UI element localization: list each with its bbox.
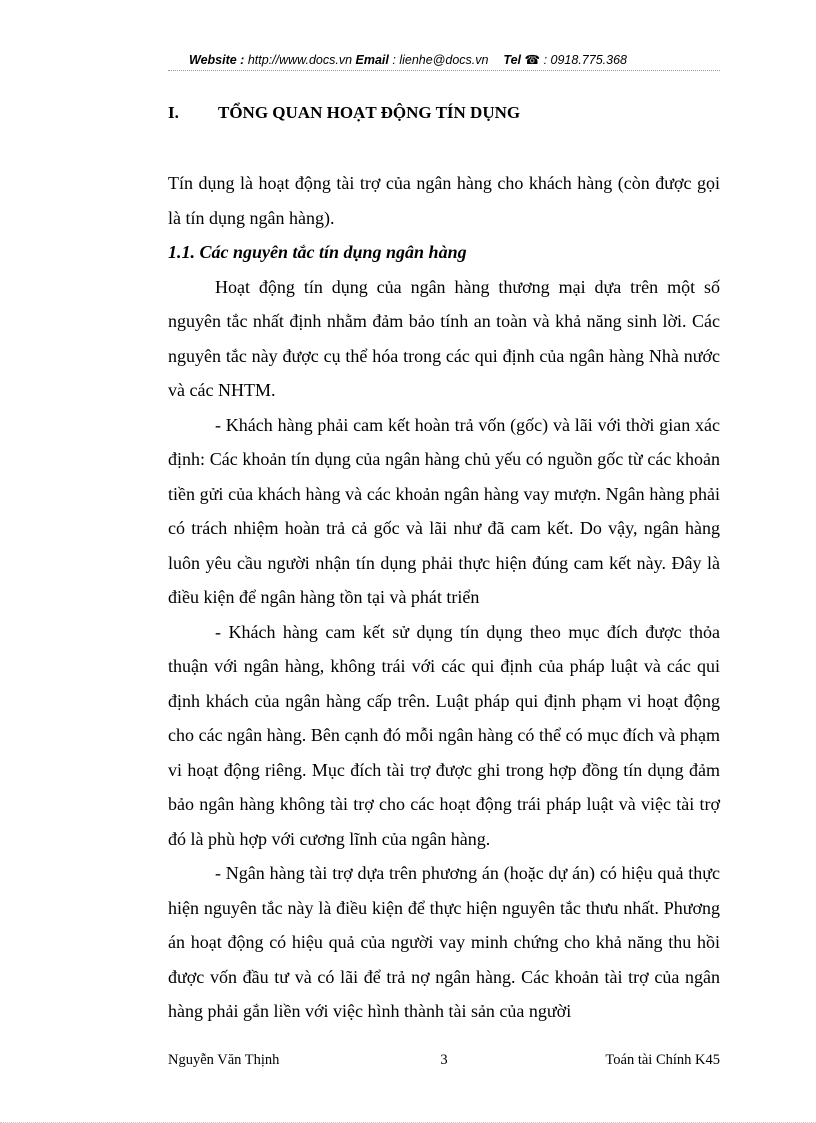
- title-text: TỔNG QUAN HOẠT ĐỘNG TÍN DỤNG: [218, 103, 521, 122]
- website-value: http://www.docs.vn: [247, 53, 353, 67]
- footer-unit: Toán tài Chính K45: [605, 1052, 720, 1068]
- footer-author: Nguyễn Văn Thịnh: [168, 1052, 280, 1068]
- page-header: [0, 52, 816, 67]
- page-number: 3: [440, 1052, 448, 1068]
- section-heading: 1.1. Các nguyên tắc tín dụng ngân hàng: [168, 242, 467, 262]
- body-paragraph: Hoạt động tín dụng của ngân hàng thương mại dựa trên một số nguyên tắc nhất định nhằm đảm bảo tính an toàn và khả năng sinh lời. Các nguyên tắc này được cụ thể hóa trong các qui định của ngân hàng Nhà nước và các NHTM.: [168, 276, 720, 400]
- tel-label: Tel: [503, 53, 522, 67]
- email-value: : lienhe@docs.vn: [392, 53, 489, 67]
- tel-value: : 0918.775.368: [543, 53, 627, 67]
- document-body: [168, 166, 720, 1029]
- page-title: [168, 103, 520, 123]
- email-label: Email: [355, 53, 389, 67]
- phone-icon: ☎: [524, 53, 541, 67]
- body-paragraph: - Khách hàng cam kết sử dụng tín dụng theo mục đích được thỏa thuận với ngân hàng, không trái với các qui định của pháp luật và các qui định khách của ngân hàng cấp trên. Luật pháp qui định phạm vi hoạt động cho các ngân hàng. Bên cạnh đó mỗi ngân hàng có thể có mục đích và phạm vi hoạt động riêng. Mục đích tài trợ được ghi trong hợp đồng tín dụng đảm bảo ngân hàng không tài trợ cho các hoạt động trái pháp luật và việc tài trợ đó là phù hợp với cương lĩnh của ngân hàng.: [168, 621, 720, 849]
- body-paragraph: - Ngân hàng tài trợ dựa trên phương án (hoặc dự án) có hiệu quả thực hiện nguyên tắc này là điều kiện để thực hiện nguyên tắc thưu nhất. Phương án hoạt động có hiệu quả của người vay minh chứng cho khả năng thu hồi được vốn đầu tư và có lãi để trả nợ ngân hàng. Các khoản tài trợ của ngân hàng phải gắn liền với việc hình thành tài sản của người: [168, 863, 720, 1021]
- body-paragraph: - Khách hàng phải cam kết hoàn trả vốn (gốc) và lãi với thời gian xác định: Các khoản tín dụng của ngân hàng chủ yếu có nguồn gốc từ các khoản tiền gửi của khách hàng và các khoản ngân hàng vay mượn. Ngân hàng phải có trách nhiệm hoàn trả cả gốc và lãi như đã cam kết. Do vậy, ngân hàng luôn yêu cầu người nhận tín dụng phải thực hiện đúng cam kết này. Đây là điều kiện để ngân hàng tồn tại và phát triển: [168, 414, 720, 607]
- website-label: Website :: [189, 53, 245, 67]
- title-number: I.: [168, 103, 179, 122]
- header-divider: [168, 70, 720, 71]
- intro-paragraph: Tín dụng là hoạt động tài trợ của ngân hàng cho khách hàng (còn được gọi là tín dụng ngân hàng).: [168, 173, 720, 228]
